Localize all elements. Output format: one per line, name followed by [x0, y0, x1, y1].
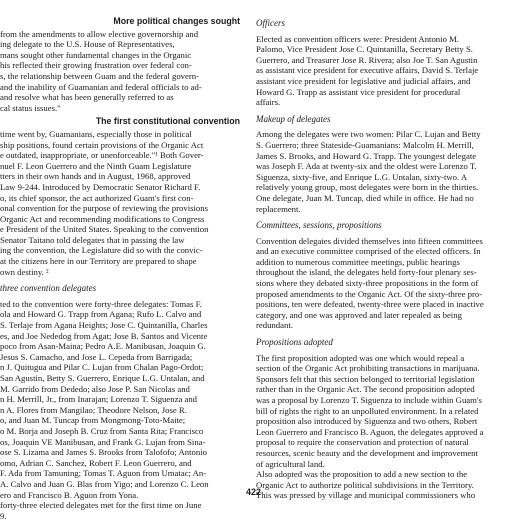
- text-line: es, and Joe Nededog from Agat; Jose B. Santos and Vicente: [0, 330, 208, 341]
- heading-committees: Committees, sessions, propositions: [256, 220, 382, 231]
- text-line: throughout the island, the delegates held forty-four plenary ses-: [256, 267, 477, 278]
- text-line: and resolve what has been generally referred to as: [0, 92, 174, 103]
- paragraph-political-changes: [0, 29, 240, 114]
- text-line: ose S. Lizama and James S. Brooks from Talofofo; Antonio: [0, 447, 207, 458]
- text-line: os, Joaquin VE Manibusan, and Frank G. Lujan from Sina-: [0, 436, 206, 447]
- paragraph-makeup: [256, 129, 512, 214]
- text-line: omo, Adrian C. Sanchez, Robert F. Leon Guerrero, and: [0, 457, 192, 468]
- text-line: and the inability of Guamanian and federal officials to ad-: [0, 81, 202, 92]
- text-line: Leon Guerrero and Francisco B. Aguon, the delegates approved a: [256, 426, 484, 437]
- paragraph-officers: [256, 34, 512, 108]
- text-line: Howard G. Trapp as assistant vice president for procedural: [256, 86, 461, 97]
- text-line: o, its chief sponsor, the act authorized Guam's first con-: [0, 192, 194, 203]
- text-line: e outdated, inappropriate, or unenforceable."¹ Both Gover-: [0, 150, 204, 161]
- text-line: as assistant vice president for executive affairs, David S. Terlaje: [256, 65, 479, 76]
- paragraph-first-convention: [0, 129, 240, 277]
- text-line: San Agustin, Betty S. Guerrero, Enrique L.G. Untalan, and: [0, 373, 205, 383]
- text-line: redundant.: [256, 320, 293, 331]
- text-line: This was pressed by village and municipal commissioners who: [256, 490, 476, 501]
- text-line: forty-three elected delegates met for the first time on June: [0, 500, 202, 511]
- text-line: Law 9-244. Introduced by Democratic Senator Richard F.: [0, 181, 201, 192]
- text-line: sions where they debated sixty-three propositions in the form of: [256, 278, 479, 289]
- text-line: Also adopted was the proposition to add a new section to the: [256, 469, 468, 480]
- text-line: rather than in the Organic Act. The second proposition adopted: [256, 384, 475, 395]
- text-line: One delegate, Juan M. Tuncap, died while in office. He had no: [256, 192, 474, 203]
- text-line: Convention delegates divided themselves into fifteen committees: [256, 235, 483, 246]
- text-line: ted to the convention were forty-three delegates: Tomas F.: [0, 298, 202, 309]
- left-column: [0, 14, 240, 521]
- text-line: Jesus S. Camacho, and Jose L. Cepeda from Barrigada;: [0, 351, 193, 362]
- text-line: section of the Organic Act prohibiting transactions in marijuana.: [256, 363, 480, 374]
- text-line: addition to numerous committee meetings, public hearings: [256, 256, 460, 267]
- heading-propositions: Propositions adopted: [256, 337, 333, 348]
- text-line: affairs.: [256, 97, 281, 108]
- text-line: ero and Francisco B. Aguon from Yona.: [0, 489, 139, 500]
- paragraph-propositions: [256, 353, 512, 501]
- text-line: category, and one was approved and later repealed as being: [256, 309, 462, 320]
- text-line: at the citizens here in our Territory are prepared to shape: [0, 256, 197, 267]
- text-line: The first proposition adopted was one which would repeal a: [256, 352, 465, 363]
- text-line: from the amendments to allow elective governorship and: [0, 28, 199, 39]
- subheading-delegates: three convention delegates: [0, 283, 97, 294]
- text-line: o M. Borja and Joseph B. Cruz from Santa Rita; Francisco: [0, 425, 204, 436]
- text-line: James S. Brooks, and Howard G. Trapp. The youngest delegate: [256, 150, 477, 161]
- text-line: ing the convention, the Legislature did so with the convic-: [0, 245, 203, 256]
- text-line: and an executive committee comprised of the elected officers. In: [256, 246, 481, 257]
- text-line: ship positions, found certain provisions of the Organic Act: [0, 139, 204, 150]
- text-line: was Joseph F. Ada at twenty-six and the oldest were Lorenzo T.: [256, 161, 477, 172]
- text-line: mans sought other fundamental changes in the Organic: [0, 49, 192, 60]
- heading-first-convention: The first constitutional convention: [95, 116, 240, 127]
- text-line: his reflected their growing frustration over federal con-: [0, 60, 192, 71]
- text-line: 9.: [0, 510, 7, 521]
- text-line: was a proposal by Lorenzo T. Siguenza to include within Guam's: [256, 395, 482, 405]
- text-line: S. Guerrero; three Stateside-Guamanians: Malcolm H. Merrill,: [256, 139, 474, 150]
- paragraph-committees: [256, 236, 512, 331]
- text-line: cal status issues.": [0, 102, 61, 113]
- text-line: n A. Flores from Mangilao; Theodore Nelson, Jose R.: [0, 404, 187, 415]
- text-line: replacement.: [256, 203, 301, 214]
- text-line: F. Ada from Tamuning; Tomas T. Aguon from Umatac; An-: [0, 468, 207, 479]
- text-line: relatively young group, most delegates were born in the thirties.: [256, 182, 479, 193]
- page-number: 422: [246, 487, 262, 497]
- text-line: time went by, Guamanians, especially those in political: [0, 128, 192, 139]
- heading-political-changes: More political changes sought: [113, 16, 240, 26]
- text-line: bill of rights the right to an unpolluted environment. In a related: [256, 405, 479, 416]
- text-line: tters in their own hands and in August, 1968, approved: [0, 171, 191, 182]
- text-line: ing delegate to the U.S. House of Representatives,: [0, 39, 175, 50]
- text-line: resources, scenic beauty and the development and improvement: [256, 447, 478, 458]
- text-line: o, and Juan M. Tuncap from Mongmong-Toto-Maite;: [0, 415, 186, 426]
- text-line: Siguenza, sixty-five, and Enrique L.G. Untalan, sixty-two. A: [256, 171, 468, 182]
- paragraph-delegates: [0, 299, 240, 521]
- text-line: S. Terlaje from Agana Heights; Jose C. Quintanilla, Charles: [0, 320, 208, 331]
- text-line: Elected as convention officers were: President Antonio M.: [256, 33, 459, 44]
- text-line: nuel F. Leon Guerrero and the Ninth Guam Legislature: [0, 160, 192, 171]
- text-line: n H. Merrill, Jr., from Inarajan; Lorenzo T. Siguenza and: [0, 394, 198, 405]
- text-line: Organic Act to authorize political subdivisions in the Territory.: [256, 479, 474, 490]
- text-line: positions, ten were defeated, twenty-three were placed in inactive: [256, 299, 484, 310]
- text-line: e President of the United States. Speaking to the convention: [0, 224, 209, 235]
- heading-makeup: Makeup of delegates: [256, 113, 331, 124]
- text-line: Guerrero, and Treasurer Jose R. Rivera; also Joe T. San Agustin: [256, 54, 478, 65]
- text-line: proposal to require the conservation and protection of natural: [256, 437, 469, 448]
- text-line: s, the relationship between Guam and the federal govern-: [0, 70, 200, 81]
- text-line: ola and Howard G. Trapp from Agana; Rufo L. Calvo and: [0, 309, 202, 320]
- right-column: [256, 14, 512, 501]
- text-line: Senator Taitano told delegates that in passing the law: [0, 234, 185, 245]
- text-line: Organic Act and recommending modifications to Congress: [0, 213, 205, 224]
- text-line: onal convention for the purpose of reviewing the provisions: [0, 203, 208, 214]
- text-line: own destiny. ²: [0, 266, 49, 277]
- text-line: Sponsors felt that this section belonged to territorial legislation: [256, 373, 475, 384]
- text-line: assistant vice president for legislative and judicial affairs, and: [256, 75, 471, 86]
- heading-officers: Officers: [256, 18, 285, 28]
- text-line: Palomo, Vice President Jose C. Quintanilla, Secretary Betty S.: [256, 44, 473, 55]
- text-line: proposed amendments to the Organic Act. Of the sixty-three pro-: [256, 288, 483, 299]
- text-line: n J. Quitugua and Pilar C. Lujan from Chalan Pago-Ordot;: [0, 362, 204, 373]
- text-line: Among the delegates were two women: Pilar C. Lujan and Betty: [256, 129, 481, 140]
- text-line: poco from Asan-Maina; Pedro A.E. Manibusan, Joaquin G.: [0, 341, 206, 352]
- text-line: proposition also introduced by Siguenza and two others, Robert: [256, 416, 478, 427]
- text-line: A. Calvo and Juan G. Blas from Yigo; and Lorenzo C. Leon: [0, 478, 209, 489]
- text-line: of agricultural land.: [256, 458, 325, 469]
- text-line: M. Garrido from Dededo; also Jose P. San Nicolas and: [0, 383, 190, 394]
